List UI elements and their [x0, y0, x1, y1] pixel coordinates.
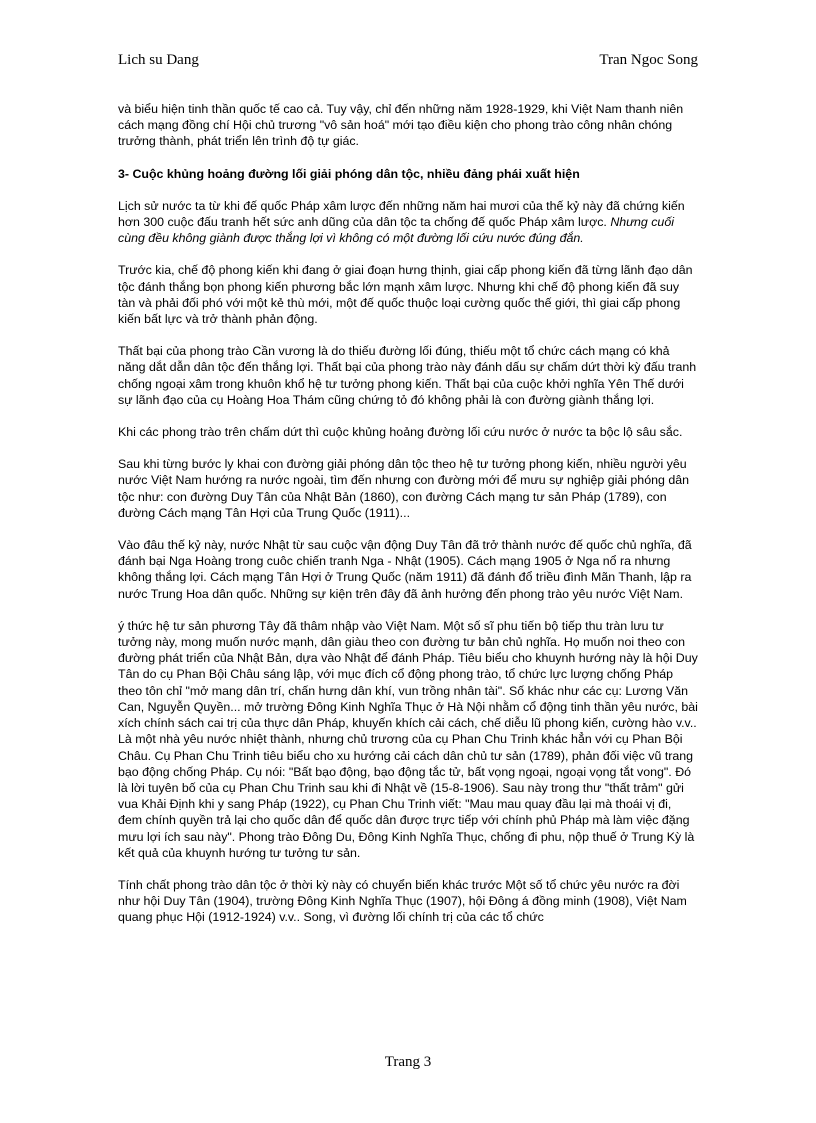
paragraph-history-intro-emphasis: Nhưng cuối cùng đều không giành được thắng lợi vì không có một đường lối cứu nước đúng đắn.	[118, 215, 674, 246]
header-author: Tran Ngoc Song	[599, 52, 698, 68]
paragraph-movement-nature: Tính chất phong trào dân tộc ở thời kỳ này có chuyển biến khác trước Một số tổ chức yêu nước ra đời như hội Duy Tân (1904), trường Đông Kinh Nghĩa Thục (1907), hội Đông á đồng minh (1908), Việt Nam quang phục Hội (1912-1924) v.v.. Song, vì đường lối chính trị của các tổ chức	[118, 877, 687, 925]
header-course-title: Lich su Dang	[118, 52, 199, 68]
paragraph-history-intro	[118, 198, 698, 247]
paragraph-crisis: Khi các phong trào trên chấm dứt thì cuộc khủng hoảng đường lối cứu nước ở nước ta bộc lộ sâu sắc.	[118, 425, 683, 440]
paragraph-feudal-regime: Trước kia, chế độ phong kiến khi đang ở giai đoạn hưng thịnh, giai cấp phong kiến đã từng lãnh đạo dân tộc đánh thắng bọn phong kiến phương bắc lớn mạnh xâm lược. Nhưng khi chế độ phong kiến đã suy tàn và phải đối phó với một kẻ thù mới, một đế quốc thuộc loại cường quốc thế giới, thì giai cấp phong kiến bất lực và trở thành phản động.	[118, 263, 693, 327]
paragraph-history-intro-text: Lịch sử nước ta từ khi đế quốc Pháp xâm lược đến những năm hai mươi của thế kỷ này đã chứng kiến hơn 300 cuộc đấu tranh hết sức anh dũng của dân tộc ta chống đế quốc Pháp xâm lược.	[118, 198, 685, 230]
paragraph-can-vuong: Thất bại của phong trào Cần vương là do thiếu đường lối đúng, thiếu một tổ chức cách mạng có khả năng dắt dẫn dân tộc đến thắng lợi. Thất bại của phong trào này đánh dấu sự chấm dứt thời kỳ đấu tranh chống ngoại xâm trong khuôn khổ hệ tư tưởng phong kiến. Thất bại của cuộc khởi nghĩa Yên Thế dưới sự lãnh đạo của cụ Hoàng Hoa Thám cũng chứng tỏ đó không phải là con đường giành thắng lợi.	[118, 344, 697, 407]
paragraph-bourgeois-ideology: ý thức hệ tư sản phương Tây đã thâm nhập vào Việt Nam. Một số sĩ phu tiến bộ tiếp thu tràn lưu tư tưởng này, mong muốn nước mạnh, dân giàu theo con đường tư bản chủ nghĩa. Họ muốn noi theo con đường phát triển của Nhật Bản, dựa vào Nhật để đánh Pháp. Tiêu biểu cho khuynh hướng này là hội Duy Tân do cụ Phan Bội Châu sáng lập, với mục đích cổ động phong trào, tổ chức lực lượng chống Pháp theo tôn chỉ "mở mang dân trí, chấn hưng dân khí, vun trồng nhân tài". Số khác như các cụ: Lương Văn Can, Nguyễn Quyền... mở trường Đông Kinh Nghĩa Thục ở Hà Nội nhằm cổ động tinh thần yêu nước, bài xích chính sách cai trị của thực dân Pháp, khuyến khích cải cách, chế diễu lũ phong kiến, cường hào v.v.. Là một nhà yêu nước nhiệt thành, nhưng chủ trương của cụ Phan Chu Trinh khác hẳn với cụ Phan Bội Châu. Cụ Phan Chu Trinh tiêu biểu cho xu hướng cải cách dân chủ tư sản (1789), phản đối việc vũ trang bạo động chống Pháp. Cụ nói: "Bất bạo động, bạo động tắc tử, bất vọng ngoại, ngoại vọng tắt vong". Đó là lời tuyên bố của cụ Phan Chu Trinh sau khi đi Nhật về (15-8-1906). Sau này trong thư "thất trảm" gửi vua Khải Định khi y sang Pháp (1922), cụ Phan Chu Trinh viết: "Mau mau quay đầu lại mà thoái vị đi, đem chính quyền trả lại cho quốc dân để quốc dân được trực tiếp với chính phủ Pháp mà làm việc đặng mưu lợi ích sau này". Phong trào Đông Du, Đông Kinh Nghĩa Thục, chống đi phu, nộp thuế ở Trung Kỳ là kết quả của khuynh hướng tư tưởng tư sản.	[118, 618, 698, 860]
page-header	[118, 52, 698, 76]
paragraph-new-paths: Sau khi từng bước ly khai con đường giải phóng dân tộc theo hệ tư tưởng phong kiến, nhiều người yêu nước Việt Nam hướng ra nước ngoài, tìm đến nhưng con đường mới để mưu sự nghiệp giải phóng dân tộc như: con đường Duy Tân của Nhật Bản (1860), con đường Cách mạng tư sản Pháp (1789), con đường Cách mạng Tân Hợi của Trung Quốc (1911)...	[118, 457, 689, 520]
paragraph-continuation: và biểu hiện tinh thần quốc tế cao cả. Tuy vậy, chỉ đến những năm 1928-1929, khi Việt Nam thanh niên cách mạng đồng chí Hội chủ trương "vô sản hoá" mới tạo điều kiện cho phong trào công nhân chóng trưởng thành, phát triển lên trình độ tự giác.	[118, 102, 684, 149]
document-body	[118, 101, 698, 942]
paragraph-early-century: Vào đâu thế kỷ này, nước Nhật từ sau cuộc vận động Duy Tân đã trở thành nước đế quốc chủ nghĩa, đã đánh bại Nga Hoàng trong cuôc chiến tranh Nga - Nhật (1905). Cách mạng 1905 ở Nga nổ ra nhưng không thắng lợi. Cách mạng Tân Hợi ở Trung Quốc (năm 1911) đã đánh đổ triều đình Mãn Thanh, lập ra nước Trung Hoa dân quốc. Những sự kiện trên đây đã ảnh hưởng đến phong trào yêu nước Việt Nam.	[118, 538, 692, 601]
section-heading: 3- Cuộc khủng hoảng đường lối giải phóng dân tộc, nhiều đảng phái xuất hiện	[118, 166, 580, 181]
page-number: Trang 3	[384, 1054, 432, 1070]
